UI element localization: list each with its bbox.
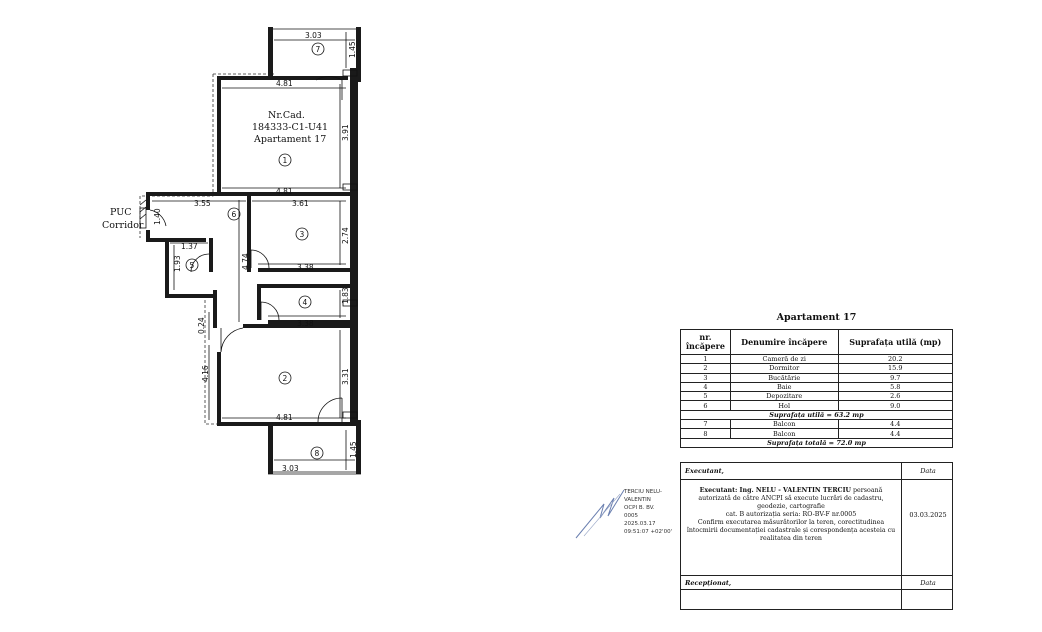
table-row: 8 Balcon 4.4	[681, 429, 953, 438]
table-row: 2 Dormitor 15.9	[681, 364, 953, 373]
executant-text-1: persoană autorizată de către ANCPI să execute lucrări de cadastru, geodezie, cartografie	[698, 487, 884, 510]
dim-small-024: 0.24	[197, 317, 206, 334]
table-row: 6 Hol 9.0	[681, 401, 953, 410]
executant-text-2: cat. B autorizația seria: RO-BV-F nr.0005	[725, 511, 857, 518]
signature-line: 2025.03.17	[624, 521, 656, 527]
svg-text:8: 8	[314, 449, 320, 458]
table-row: 4 Baie 5.8	[681, 382, 953, 391]
corridor-label-puc: PUC	[110, 207, 132, 218]
wall-right-lower	[350, 328, 358, 426]
dim-room2-left: 4.16	[201, 365, 210, 382]
executant-label: Executant,	[685, 467, 724, 475]
signature-line: VALENTIN	[624, 497, 651, 503]
dim-room4-side: 1.83	[341, 287, 350, 304]
room-markers	[186, 43, 327, 459]
wall-bath5-right	[209, 238, 213, 272]
wall-bath5-bottom	[165, 294, 213, 298]
rooms-table	[680, 329, 953, 448]
wall-right-upper	[350, 68, 358, 196]
svg-text:7: 7	[315, 45, 321, 54]
dim-balcony-top-side: 1.45	[348, 41, 357, 58]
table-row: 1 Cameră de zi 20.2	[681, 355, 953, 364]
apartment-label: Apartament 17	[254, 134, 327, 145]
date-label: Data	[920, 467, 936, 475]
dim-room2-bottom: 4.81	[276, 413, 293, 422]
signature-line: OCPI B. BV.	[624, 505, 655, 511]
executant-date: 03.03.2025	[909, 511, 947, 519]
dim-room1-top: 4.81	[276, 79, 293, 88]
balcony-top-wall-left	[268, 27, 273, 77]
door-swing-room2	[221, 328, 243, 352]
dim-room3-side: 2.74	[341, 227, 350, 244]
dim-door-corridor: 1.40	[153, 208, 162, 225]
dim-room3-bottom: 3.38	[297, 263, 314, 272]
executant-name: Executant: Ing. NELU - VALENTIN TERCIU	[699, 487, 852, 494]
wall-room2-left	[217, 352, 221, 424]
signoff-box	[680, 462, 953, 610]
corridor-label: Corridor	[102, 220, 144, 231]
dim-room3-top: 3.61	[292, 199, 309, 208]
signature-line: 0005	[624, 513, 638, 519]
dim-bath5-top: 1.37	[181, 242, 198, 251]
dim-hall-top: 3.55	[194, 199, 211, 208]
executant-body	[683, 487, 899, 543]
cadastral-label: Nr.Cad.	[268, 110, 305, 121]
door-swing-room3	[251, 250, 269, 268]
dim-room1-bottom: 4.81	[276, 187, 293, 196]
wall-room1-left	[217, 76, 221, 196]
dimension-lines	[152, 32, 355, 470]
table-row: 7 Balcon 4.4	[681, 420, 953, 429]
header-suprafata: Suprafața utilă (mp)	[838, 330, 953, 355]
wall-hall-left	[213, 290, 217, 328]
wall-right-mid	[350, 196, 358, 328]
dim-balcony-bottom-side: 1.45	[349, 441, 358, 458]
table-row: 3 Bucătărie 9.7	[681, 373, 953, 382]
door-swing-room4	[261, 302, 279, 320]
dim-balcony-bottom-width: 3.03	[282, 464, 299, 473]
dim-balcony-top-width: 3.03	[305, 31, 322, 40]
subtotal-row: Suprafața utilă = 63.2 mp	[681, 410, 953, 419]
svg-text:3: 3	[299, 230, 305, 239]
total-row: Suprafața totală = 72.0 mp	[681, 438, 953, 447]
cadastral-number: 184333-C1-U41	[252, 122, 329, 133]
signature-text	[624, 488, 672, 536]
signature-line: TERCIU NELU-	[624, 489, 663, 495]
svg-text:1: 1	[282, 156, 288, 165]
wall-room4-left	[257, 284, 261, 320]
header-nr: nr. încăpere	[681, 330, 731, 355]
wall-room2-bottom	[217, 422, 358, 426]
dim-hall-side: 4.74	[241, 253, 250, 270]
dim-room2-side: 3.31	[341, 368, 350, 385]
table-title: Apartament 17	[776, 312, 857, 323]
table-row: 5 Depozitare 2.6	[681, 392, 953, 401]
table-header-row	[681, 330, 953, 355]
wall-room4-top	[257, 284, 350, 288]
receptionat-date-label: Data	[920, 579, 936, 587]
svg-text:2: 2	[282, 374, 288, 383]
header-denumire: Denumire încăpere	[730, 330, 838, 355]
signature-line: 09:51:07 +02'00'	[624, 529, 673, 535]
svg-text:4: 4	[302, 298, 308, 307]
dim-room1-side: 3.91	[341, 124, 350, 141]
dim-room4-bottom: 3.38	[297, 319, 314, 328]
executant-text-3: Confirm executarea măsurătorilor la teren, corectitudinea întocmirii documentației cadastrale și corespondența acesteia cu realitatea din teren	[686, 519, 896, 542]
wall-corridor-top	[146, 192, 218, 196]
wall-bath5-left	[165, 238, 169, 298]
receptionat-label: Recepționat,	[685, 579, 732, 587]
wall-corridor-left	[146, 196, 150, 210]
svg-text:5: 5	[189, 261, 195, 270]
dim-bath5-side: 1.93	[173, 255, 182, 272]
balcony-bottom-wall-left	[268, 424, 273, 474]
svg-text:6: 6	[231, 210, 237, 219]
